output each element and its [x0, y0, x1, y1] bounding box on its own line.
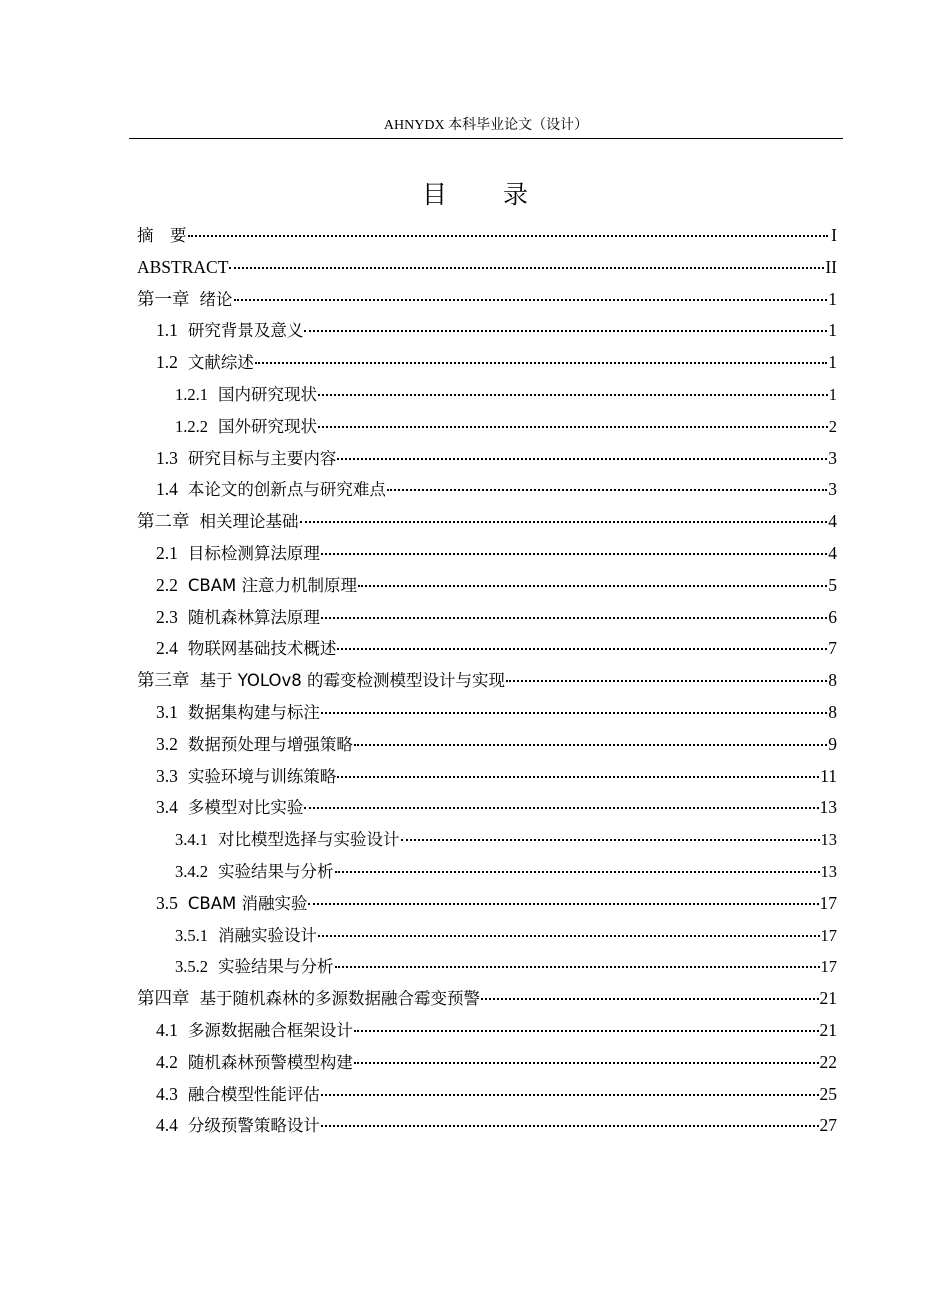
- toc-dot-leader: [387, 488, 827, 491]
- toc-dot-leader: [337, 457, 827, 460]
- toc-entry[interactable]: [137, 729, 837, 761]
- toc-dot-leader: [321, 552, 827, 555]
- toc-entry-title: 文献综述: [187, 353, 254, 373]
- toc-entry-title: CBAM 消融实验: [187, 893, 308, 913]
- toc-entry-page: 1: [828, 352, 837, 373]
- toc-entry-title: CBAM 注意力机制原理: [187, 575, 357, 595]
- toc-entry-number: 2.1: [156, 542, 178, 563]
- toc-entry-title: 实验环境与训练策略: [187, 766, 337, 786]
- toc-entry-page: 27: [819, 1115, 837, 1136]
- toc-entry[interactable]: [137, 792, 837, 824]
- toc-entry[interactable]: [137, 443, 837, 475]
- toc-entry-title: 数据预处理与增强策略: [187, 734, 353, 754]
- toc-entry-page: 1: [828, 288, 837, 309]
- toc-entry-number: 1.2.2: [175, 416, 208, 436]
- toc-entry-page: 22: [819, 1051, 837, 1072]
- toc-entry-page: 1: [828, 384, 837, 404]
- toc-entry-number: 4.2: [156, 1051, 178, 1072]
- toc-dot-leader: [321, 711, 827, 714]
- toc-entry-number: 4.4: [156, 1115, 178, 1136]
- toc-entry-number: 第三章: [137, 670, 190, 691]
- toc-dot-leader: [229, 266, 824, 269]
- toc-entry-number: 1.2.1: [175, 384, 208, 404]
- toc-entry[interactable]: [137, 284, 837, 316]
- toc-entry-page: 1: [828, 320, 837, 341]
- toc-entry-title: 基于随机森林的多源数据融合霉变预警: [199, 989, 480, 1009]
- toc-entry-title: 相关理论基础: [199, 512, 299, 532]
- toc-entry-page: 5: [828, 574, 837, 595]
- table-of-contents: [137, 220, 837, 1142]
- toc-dot-leader: [358, 584, 827, 587]
- toc-entry[interactable]: [137, 1015, 837, 1047]
- toc-dot-leader: [188, 234, 829, 237]
- toc-entry-number: 3.5: [156, 892, 178, 913]
- toc-entry[interactable]: [137, 951, 837, 983]
- toc-entry-page: 2: [828, 416, 837, 436]
- toc-entry-number: 1.2: [156, 352, 178, 373]
- toc-entry[interactable]: [137, 761, 837, 793]
- toc-entry-number: 3.4.1: [175, 830, 208, 850]
- toc-dot-leader: [354, 1061, 819, 1064]
- toc-entry[interactable]: [137, 697, 837, 729]
- toc-entry-number: 3.5.1: [175, 925, 208, 945]
- toc-entry-page: 17: [819, 892, 837, 913]
- toc-entry-title: 分级预警策略设计: [187, 1116, 320, 1136]
- toc-entry[interactable]: [137, 411, 837, 443]
- toc-dot-leader: [335, 870, 820, 873]
- toc-entry-page: I: [831, 225, 837, 245]
- toc-entry-page: 11: [820, 765, 837, 786]
- toc-entry-title: 基于 YOLOv8 的霉变检测模型设计与实现: [199, 671, 506, 691]
- toc-entry-page: 21: [819, 988, 837, 1009]
- page-header: AHNYDX 本科毕业论文（设计）: [129, 116, 843, 139]
- toc-entry[interactable]: [137, 252, 837, 284]
- toc-entry-page: 4: [828, 542, 837, 563]
- toc-entry-title: 对比模型选择与实验设计: [218, 830, 400, 850]
- toc-dot-leader: [481, 997, 819, 1000]
- toc-dot-leader: [304, 329, 827, 332]
- toc-entry-page: 6: [828, 606, 837, 627]
- toc-dot-leader: [321, 1124, 819, 1127]
- toc-entry-title: 研究目标与主要内容: [187, 448, 337, 468]
- toc-entry-title: ABSTRACT: [137, 256, 229, 277]
- toc-entry[interactable]: [137, 983, 837, 1015]
- toc-entry-title: 消融实验设计: [218, 925, 317, 945]
- toc-entry-page: 8: [828, 670, 837, 691]
- toc-entry-number: 1.3: [156, 447, 178, 468]
- toc-entry-number: 1.1: [156, 320, 178, 341]
- toc-dot-leader: [318, 393, 828, 396]
- toc-entry-title: 国外研究现状: [218, 416, 317, 436]
- toc-dot-leader: [321, 616, 827, 619]
- toc-entry-title: 实验结果与分析: [218, 861, 334, 881]
- toc-entry-title: 本论文的创新点与研究难点: [187, 480, 386, 500]
- toc-entry-page: 4: [828, 511, 837, 532]
- toc-entry-page: 13: [819, 797, 837, 818]
- toc-entry-page: 17: [820, 925, 837, 945]
- toc-dot-leader: [401, 838, 820, 841]
- toc-dot-leader: [506, 679, 827, 682]
- toc-entry-page: 25: [819, 1083, 837, 1104]
- toc-entry-page: II: [825, 256, 837, 277]
- toc-dot-leader: [318, 425, 828, 428]
- toc-entry-number: 第一章: [137, 288, 190, 309]
- toc-entry[interactable]: [137, 315, 837, 347]
- toc-dot-leader: [335, 965, 820, 968]
- toc-entry[interactable]: [137, 856, 837, 888]
- toc-entry[interactable]: [137, 220, 837, 252]
- toc-entry-number: 3.2: [156, 733, 178, 754]
- toc-dot-leader: [318, 934, 820, 937]
- toc-dot-leader: [308, 902, 818, 905]
- toc-entry[interactable]: [137, 379, 837, 411]
- toc-entry-title: 摘 要: [137, 226, 187, 245]
- toc-entry[interactable]: [137, 633, 837, 665]
- toc-entry-title: 目标检测算法原理: [187, 543, 320, 563]
- toc-entry[interactable]: [137, 824, 837, 856]
- toc-entry-number: 3.3: [156, 765, 178, 786]
- toc-entry-page: 21: [819, 1019, 837, 1040]
- toc-entry-number: 2.3: [156, 606, 178, 627]
- toc-entry[interactable]: [137, 1110, 837, 1142]
- toc-entry-number: 3.1: [156, 701, 178, 722]
- toc-dot-leader: [337, 647, 827, 650]
- toc-entry-page: 3: [828, 479, 837, 500]
- toc-entry[interactable]: [137, 888, 837, 920]
- toc-entry-number: 4.3: [156, 1083, 178, 1104]
- toc-entry-title: 实验结果与分析: [218, 957, 334, 977]
- toc-entry-page: 3: [828, 447, 837, 468]
- toc-entry[interactable]: [137, 570, 837, 602]
- toc-entry-number: 2.4: [156, 638, 178, 659]
- toc-entry-number: 3.4.2: [175, 861, 208, 881]
- toc-dot-leader: [304, 806, 818, 809]
- toc-entry[interactable]: [137, 1047, 837, 1079]
- toc-entry-number: 第二章: [137, 511, 190, 532]
- toc-entry-title: 绪论: [199, 289, 233, 309]
- toc-entry-number: 3.4: [156, 797, 178, 818]
- toc-entry-page: 13: [820, 861, 837, 881]
- toc-entry-page: 8: [828, 701, 837, 722]
- toc-entry-number: 3.5.2: [175, 957, 208, 977]
- toc-entry-title: 国内研究现状: [218, 384, 317, 404]
- toc-entry[interactable]: [137, 665, 837, 697]
- toc-entry[interactable]: [137, 538, 837, 570]
- toc-dot-leader: [300, 520, 828, 523]
- toc-entry-number: 2.2: [156, 574, 178, 595]
- page-title: 目 录: [422, 180, 552, 209]
- toc-entry-number: 1.4: [156, 479, 178, 500]
- toc-entry[interactable]: [137, 474, 837, 506]
- toc-entry[interactable]: [137, 347, 837, 379]
- toc-entry-title: 物联网基础技术概述: [187, 639, 337, 659]
- toc-dot-leader: [255, 361, 827, 364]
- toc-entry-page: 9: [828, 733, 837, 754]
- toc-entry-page: 7: [828, 638, 837, 659]
- toc-entry-number: 4.1: [156, 1019, 178, 1040]
- toc-dot-leader: [354, 1029, 819, 1032]
- toc-entry-title: 随机森林预警模型构建: [187, 1052, 353, 1072]
- toc-entry[interactable]: [137, 506, 837, 538]
- toc-entry-title: 研究背景及意义: [187, 321, 304, 341]
- toc-entry-title: 多模型对比实验: [187, 798, 304, 818]
- toc-dot-leader: [321, 1093, 819, 1096]
- toc-entry-title: 融合模型性能评估: [187, 1084, 320, 1104]
- toc-entry[interactable]: [137, 1079, 837, 1111]
- toc-dot-leader: [234, 298, 828, 301]
- toc-entry-title: 随机森林算法原理: [187, 607, 320, 627]
- toc-entry-page: 13: [820, 830, 837, 850]
- toc-entry[interactable]: [137, 920, 837, 952]
- toc-entry-number: 第四章: [137, 988, 190, 1009]
- toc-entry-page: 17: [820, 957, 837, 977]
- toc-entry[interactable]: [137, 602, 837, 634]
- toc-entry-title: 数据集构建与标注: [187, 702, 320, 722]
- toc-entry-title: 多源数据融合框架设计: [187, 1020, 353, 1040]
- toc-dot-leader: [354, 743, 827, 746]
- toc-dot-leader: [337, 775, 819, 778]
